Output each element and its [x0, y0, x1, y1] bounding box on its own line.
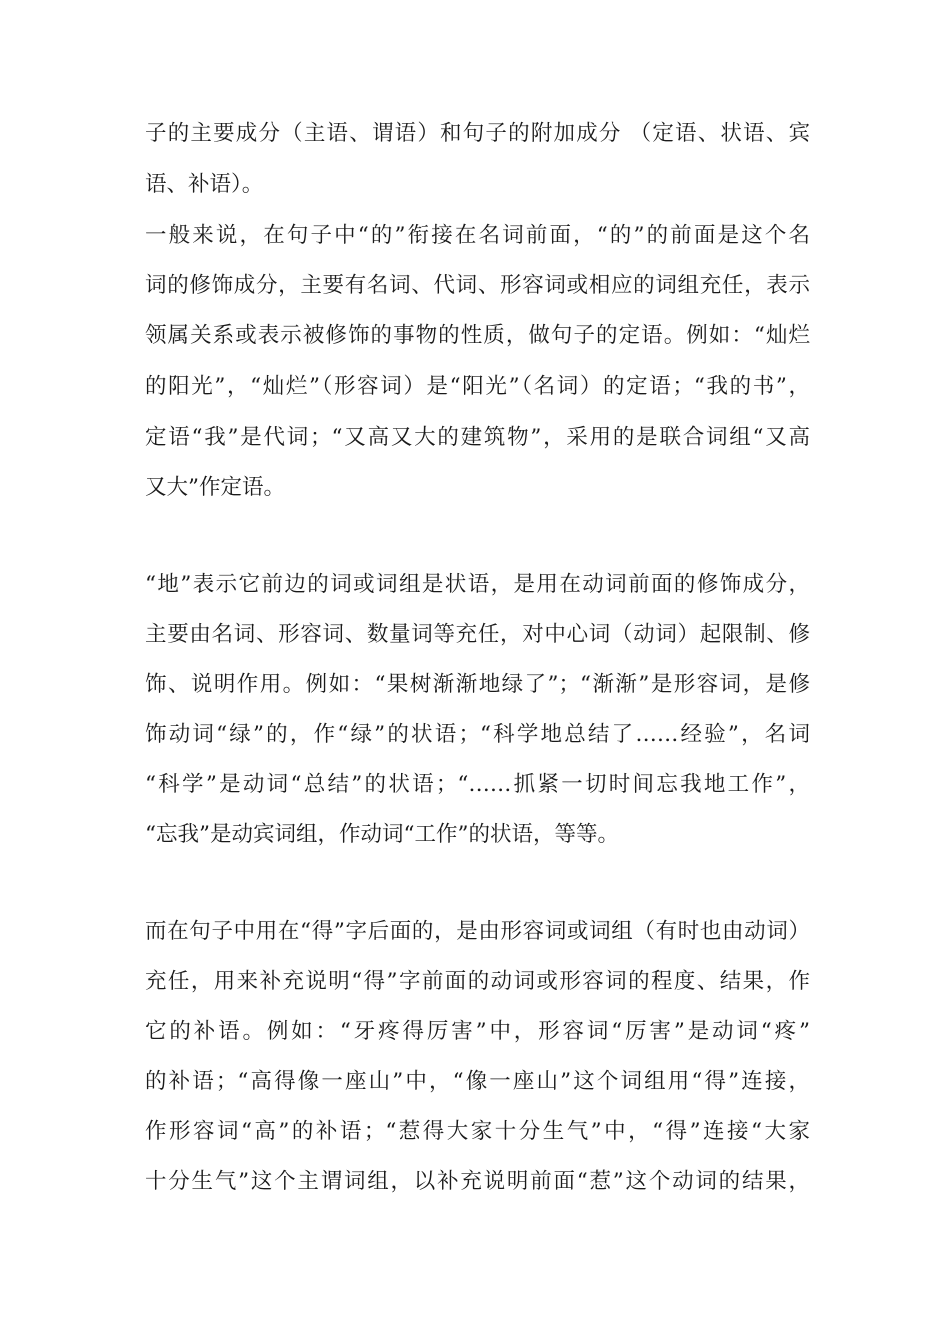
- paragraph-4-line-5: 作形容词“高”的补语；“惹得大家十分生气”中，“得”连接“大家: [145, 1119, 810, 1144]
- paragraph-3-line-2: 主要由名词、形容词、数量词等充任，对中心词（动词）起限制、修: [145, 622, 810, 647]
- paragraph-1-line-2: 语、补语）。: [145, 172, 264, 197]
- paragraph-2-line-2: 词的修饰成分，主要有名词、代词、形容词或相应的词组充任，表示: [145, 273, 810, 298]
- paragraph-4-line-3: 它的补语。例如：“牙疼得厉害”中，形容词“厉害”是动词“疼”: [145, 1019, 810, 1044]
- paragraph-3-line-4: 饰动词“绿”的，作“绿”的状语；“科学地总结了……经验”，名词: [145, 722, 810, 747]
- paragraph-4-line-1: 而在句子中用在“得”字后面的，是由形容词或词组（有时也由动词）: [145, 919, 810, 944]
- paragraph-3-line-5: “科学”是动词“总结”的状语；“……抓紧一切时间忘我地工作”，: [145, 772, 810, 797]
- paragraph-1-line-1: 子的主要成分（主语、谓语）和句子的附加成分 （定语、状语、宾: [145, 121, 810, 146]
- paragraph-4-line-6: 十分生气”这个主谓词组，以补充说明前面“惹”这个动词的结果，: [145, 1169, 810, 1194]
- paragraph-2-line-6: 又大”作定语。: [145, 475, 285, 500]
- paragraph-2-line-1: 一般来说，在句子中“的”衔接在名词前面，“的”的前面是这个名: [145, 223, 810, 248]
- paragraph-4-line-4: 的补语；“高得像一座山”中，“像一座山”这个词组用“得”连接，: [145, 1069, 810, 1094]
- paragraph-2-line-4: 的阳光”，“灿烂”（形容词）是“阳光”（名词）的定语；“我的书”，: [145, 374, 810, 399]
- paragraph-3-line-3: 饰、说明作用。例如：“果树渐渐地绿了”；“渐渐”是形容词，是修: [145, 672, 810, 697]
- paragraph-3-line-1: “地”表示它前边的词或词组是状语，是用在动词前面的修饰成分，: [145, 572, 810, 597]
- paragraph-2-line-5: 定语“我”是代词；“又高又大的建筑物”，采用的是联合词组“又高: [145, 425, 810, 450]
- paragraph-3-line-6: “忘我”是动宾词组，作动词“工作”的状语，等等。: [145, 822, 619, 847]
- paragraph-4-line-2: 充任，用来补充说明“得”字前面的动词或形容词的程度、结果，作: [145, 969, 810, 994]
- paragraph-2-line-3: 领属关系或表示被修饰的事物的性质，做句子的定语。例如：“灿烂: [145, 323, 810, 348]
